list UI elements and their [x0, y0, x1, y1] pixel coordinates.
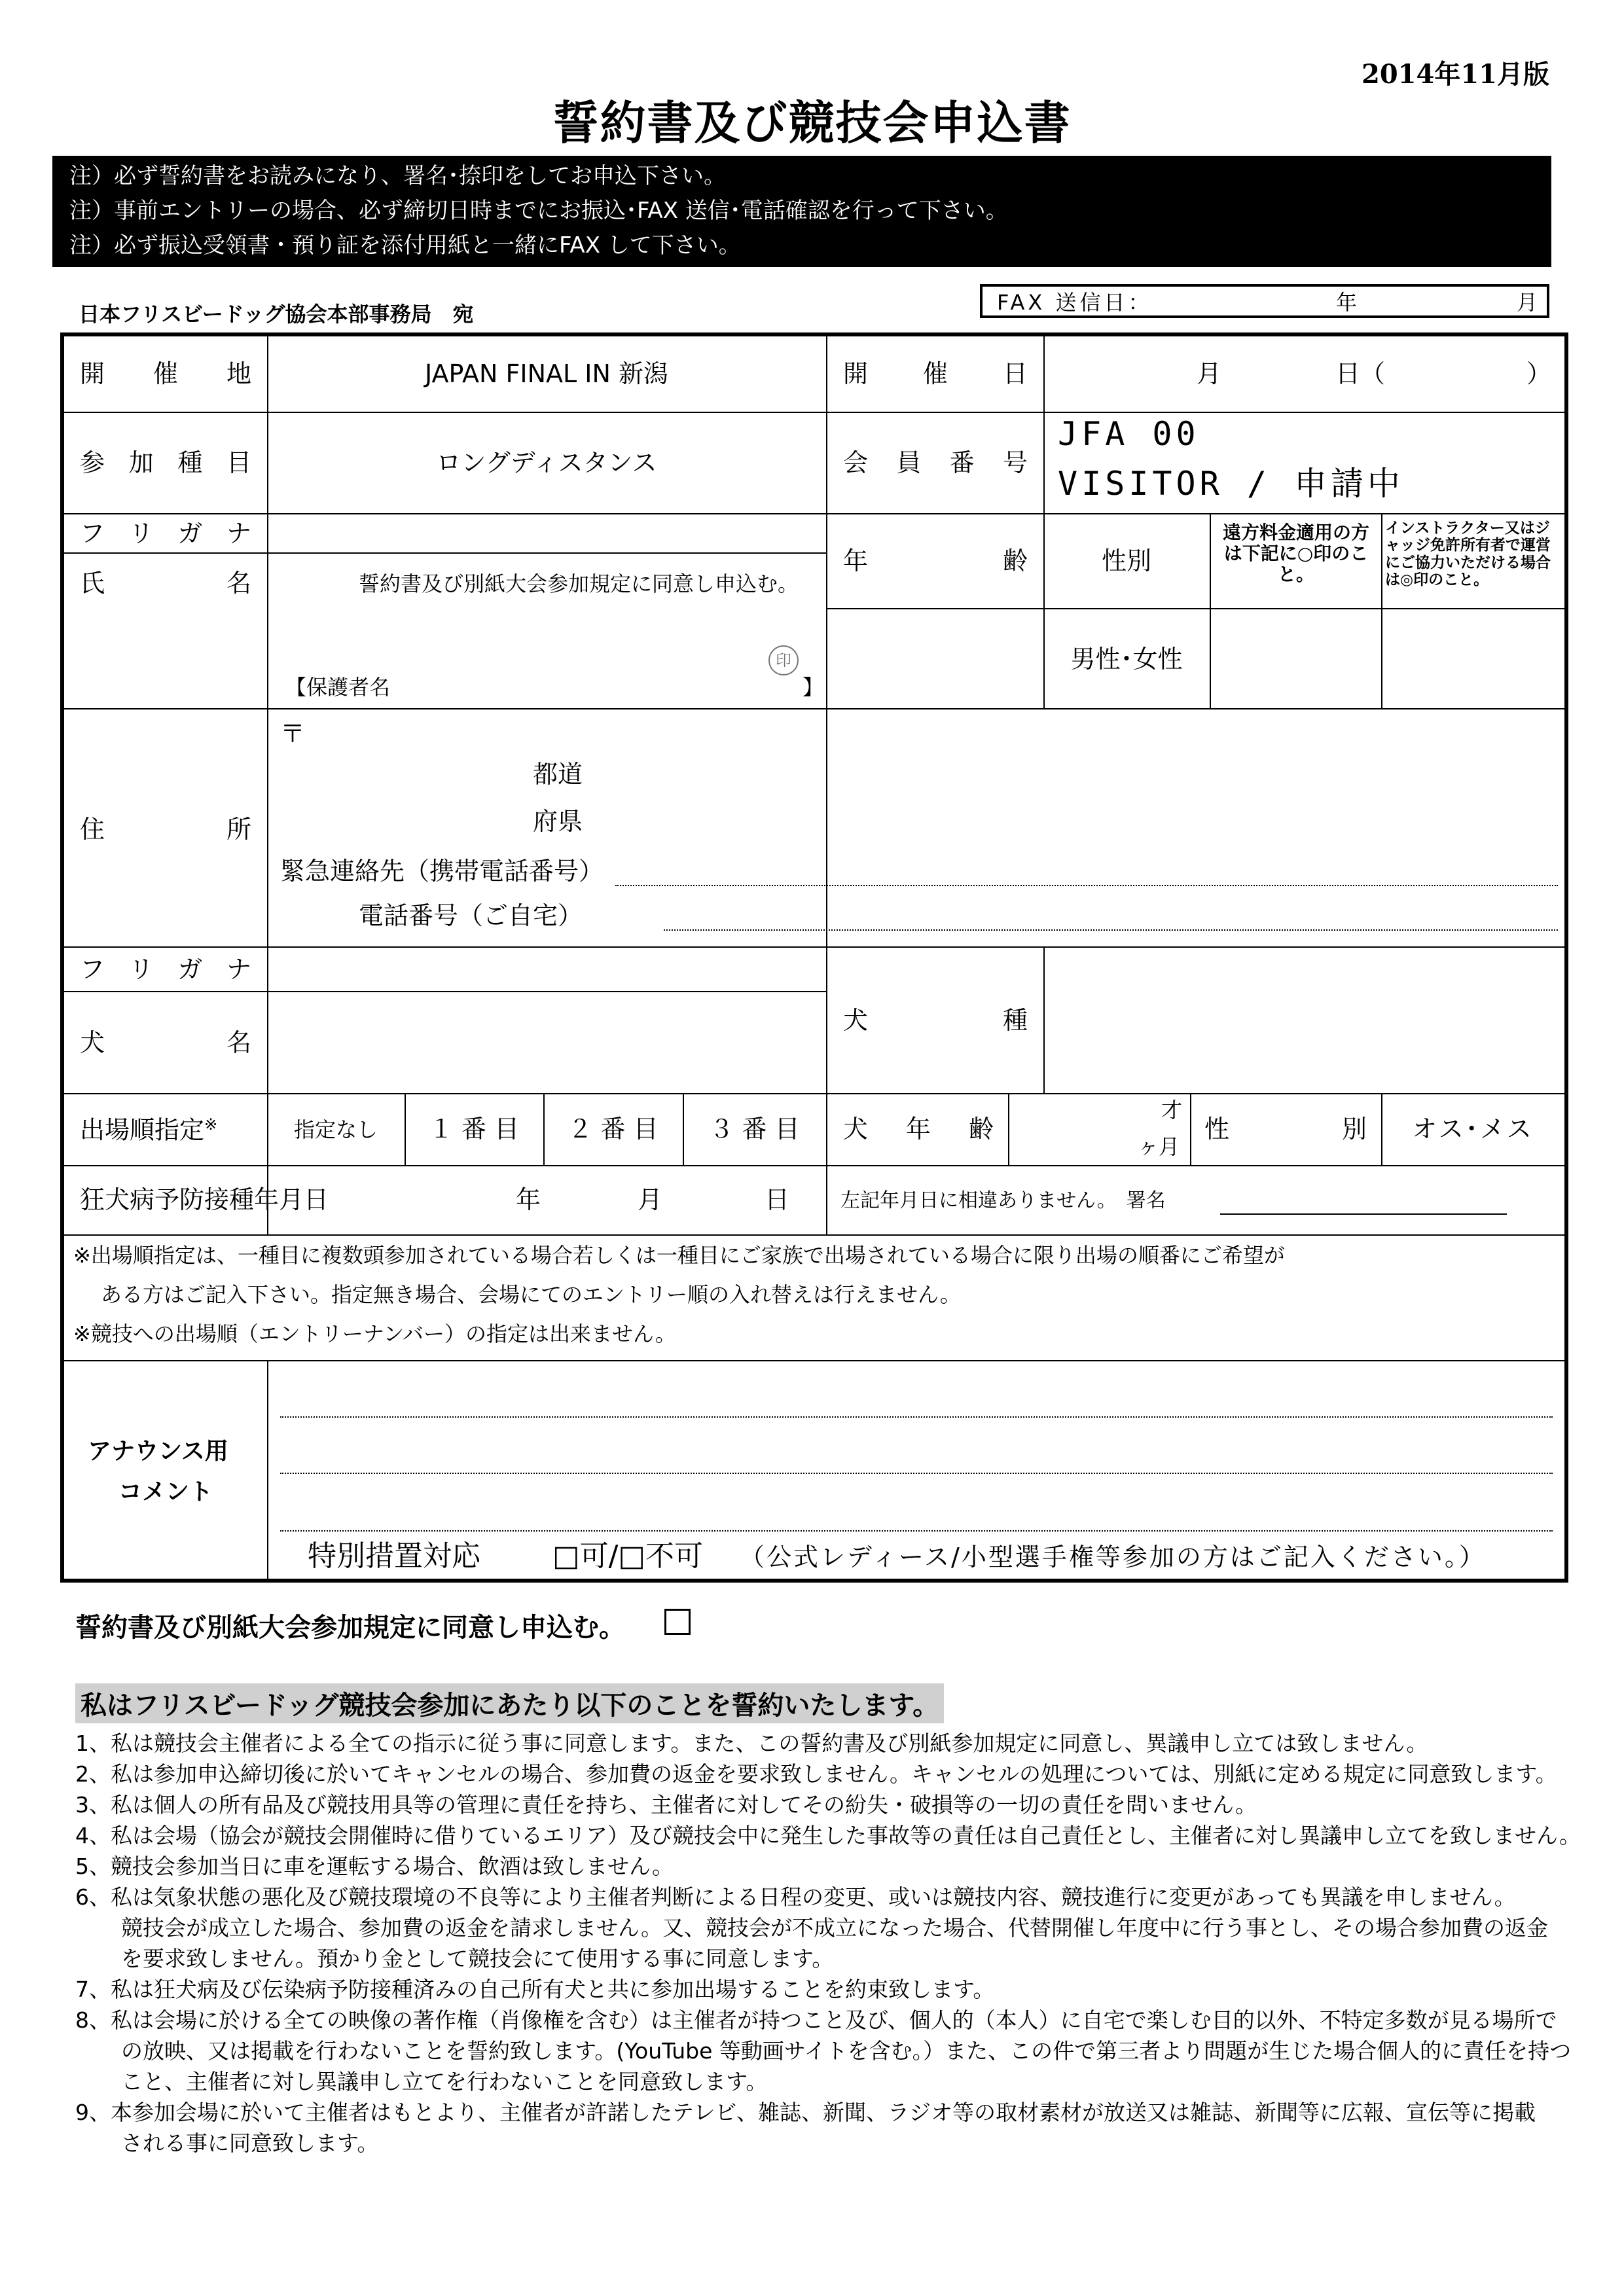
addressee: 日本フリスビードッグ協会本部事務局 宛	[79, 302, 474, 327]
dog-age-months-unit: ヶ月	[1138, 1134, 1180, 1159]
announce-label-1: アナウンス用	[88, 1438, 228, 1465]
oath-heading: 私はフリスビードッグ競技会参加にあたり以下のことを誓約いたします。	[75, 1683, 944, 1723]
date-day-unit: 日（	[1335, 359, 1386, 388]
notice-line: 注）必ず振込受領書・預り証を添付用紙と一緒にFAX して下さい。	[69, 232, 741, 259]
rabies-date-label: 狂犬病予防接種年月日	[80, 1185, 329, 1214]
special-measure-note: （公式レディース/小型選手権等参加の方はご記入ください。）	[740, 1543, 1486, 1571]
rabies-day-unit: 日	[765, 1185, 790, 1214]
rabies-month-unit: 月	[638, 1185, 663, 1214]
order-third-option[interactable]: ３ 番 目	[709, 1115, 800, 1143]
announce-label-2: コメント	[118, 1479, 213, 1505]
guardian-label: 【保護者名	[285, 675, 391, 700]
member-number-label: 会 員 番 号	[843, 448, 1028, 477]
order-note-3: ※競技への出場順（エントリーナンバー）の指定は出来ません。	[73, 1321, 676, 1346]
prefecture-label-1: 都道	[533, 760, 583, 789]
breed-label: 犬 種	[843, 1006, 1028, 1035]
order-note-1: ※出場順指定は、一種目に複数頭参加されている場合若しくは一種目にご家族で出場されている場合に限り出場の順番にご希望が	[73, 1243, 1285, 1268]
oath-item: 5、競技会参加当日に車を運転する場合、飲酒は致しません。	[75, 1854, 674, 1879]
postal-mark: 〒	[280, 719, 306, 748]
oath-item: 8、私は会場に於ける全ての映像の著作権（肖像権を含む）は主催者が持つこと及び、個人的（本人）に自宅で楽しむ目的以外、不特定多数が見る場所で	[75, 2007, 1557, 2033]
event-label: 参 加 種 目	[80, 448, 251, 477]
order-second-option[interactable]: ２ 番 目	[568, 1115, 659, 1143]
member-number-visitor: VISITOR / 申請中	[1058, 465, 1405, 503]
rabies-year-unit: 年	[516, 1185, 541, 1214]
agreement-checkbox[interactable]	[664, 1609, 691, 1635]
oath-item: 3、私は個人の所有品及び競技用具等の管理に責任を持ち、主催者に対してその紛失・破損等の一切の責任を問いません。	[75, 1792, 1257, 1818]
special-measure-options[interactable]: □可/□不可	[552, 1539, 703, 1573]
instructor-note: インストラクター又はジャッジ免許所有者で運営にご協力いただける場合は◎印のこと。	[1385, 520, 1551, 589]
order-note-2: ある方はご記入下さい。指定無き場合、会場にてのエントリー順の入れ替えは行えません。	[101, 1282, 961, 1307]
name-label: 氏 名	[80, 569, 251, 598]
order-label: 出場順指定※	[80, 1115, 218, 1145]
venue-label: 開 催 地	[80, 359, 251, 388]
furigana-label: フ リ ガ ナ	[80, 519, 251, 548]
fax-month-unit: 月	[1516, 290, 1538, 315]
sex-options[interactable]: 男性･女性	[1070, 645, 1183, 673]
oath-item: 2、私は参加申込締切後に於いてキャンセルの場合、参加費の返金を要求致しません。キャンセルの処理については、別紙に定める規定に同意致します。	[75, 1761, 1557, 1787]
dog-furigana-label: フ リ ガ ナ	[80, 955, 251, 984]
order-none-option[interactable]: 指定なし	[293, 1117, 378, 1142]
page-title: 誓約書及び競技会申込書	[552, 96, 1072, 150]
oath-item-continued: こと、主催者に対し異議申し立てを行わないことを同意致します。	[121, 2069, 768, 2094]
oath-item: 6、私は気象状態の悪化及び競技環境の不良等により主催者判断による日程の変更、或いは競技内容、競技進行に変更があっても異議を申しません。	[75, 1884, 1516, 1910]
order-first-option[interactable]: １ 番 目	[428, 1115, 520, 1143]
name-consent-text: 誓約書及び別紙大会参加規定に同意し申込む。	[359, 571, 799, 596]
date-close-paren: ）	[1526, 359, 1552, 388]
date-label: 開 催 日	[843, 359, 1028, 388]
venue-value: JAPAN FINAL IN 新潟	[425, 359, 668, 388]
prefecture-label-2: 府県	[533, 807, 583, 836]
fax-year-unit: 年	[1336, 290, 1358, 315]
fax-date-field[interactable]	[980, 284, 1549, 318]
oath-item-continued: 競技会が成立した場合、参加費の返金を請求しません。又、競技会が不成立になった場合、代替開催し年度中に行う事とし、その場合参加費の返金	[121, 1915, 1548, 1941]
age-label: 年 齢	[843, 547, 1028, 575]
application-form	[60, 332, 1568, 1583]
oath-item: 1、私は競技会主催者による全ての指示に従う事に同意します。また、この誓約書及び別紙参加規定に同意し、異議申し立ては致しません。	[75, 1731, 1428, 1756]
oath-items	[75, 1728, 1581, 2159]
special-measure-label: 特別措置対応	[308, 1539, 480, 1573]
date-month-unit: 月	[1197, 359, 1222, 388]
notice-line: 注）必ず誓約書をお読みになり、署名･捺印をしてお申込下さい。	[69, 163, 726, 189]
notice-line: 注）事前エントリーの場合、必ず締切日時までにお振込･FAX 送信･電話確認を行って下さい。	[69, 198, 1008, 224]
seal-icon: 印	[768, 645, 799, 675]
oath-item: 7、私は狂犬病及び伝染病予防接種済みの自己所有犬と共に参加出場することを約束致します。	[75, 1977, 995, 2002]
address-label: 住 所	[80, 815, 251, 844]
agreement-text: 誓約書及び別紙大会参加規定に同意し申込む。	[75, 1613, 625, 1643]
oath-item-continued: の放映、又は掲載を行わないことを誓約致します。(YouTube 等動画サイトを含む。）また、この件で第三者より問題が生じた場合個人的に責任を持つ	[121, 2038, 1572, 2064]
home-phone-label: 電話番号（ご自宅）	[359, 901, 583, 930]
emergency-contact-label: 緊急連絡先（携帯電話番号）	[280, 857, 604, 886]
dog-age-years-unit: 才	[1161, 1098, 1183, 1122]
fax-label: FAX 送信日：	[997, 290, 1153, 315]
sex-label: 性別	[1101, 547, 1151, 575]
rabies-confirm-text: 左記年月日に相違ありません。 署名	[840, 1189, 1166, 1212]
edition-label: 2014年11月版	[1362, 59, 1549, 90]
notice-banner	[52, 156, 1551, 267]
event-value: ロングディスタンス	[436, 448, 657, 477]
dog-sex-options[interactable]: オス･メス	[1412, 1115, 1534, 1143]
dog-name-label: 犬 名	[80, 1028, 251, 1057]
oath-item-continued: を要求致しません。預かり金として競技会にて使用する事に同意します。	[121, 1946, 834, 1971]
member-number-prefix: JFA 00	[1058, 415, 1200, 453]
oath-item: 4、私は会場（協会が競技会開催時に借りているエリア）及び競技会中に発生した事故等の責任は自己責任とし、主催者に対し異議申し立てを致しません。	[75, 1823, 1581, 1848]
dog-age-label: 犬 年 齢	[843, 1115, 994, 1143]
dog-sex-label: 性 別	[1204, 1115, 1367, 1143]
oath-item-continued: される事に同意致します。	[121, 2130, 379, 2156]
distance-fee-note: 遠方料金適用の方は下記に○印のこと。	[1222, 522, 1369, 586]
oath-item: 9、本参加会場に於いて主催者はもとより、主催者が許諾したテレビ、雑誌、新聞、ラジオ等の取材素材が放送又は雑誌、新聞等に広報、宣伝等に掲載	[75, 2100, 1536, 2125]
guardian-close-bracket: 】	[803, 675, 824, 700]
